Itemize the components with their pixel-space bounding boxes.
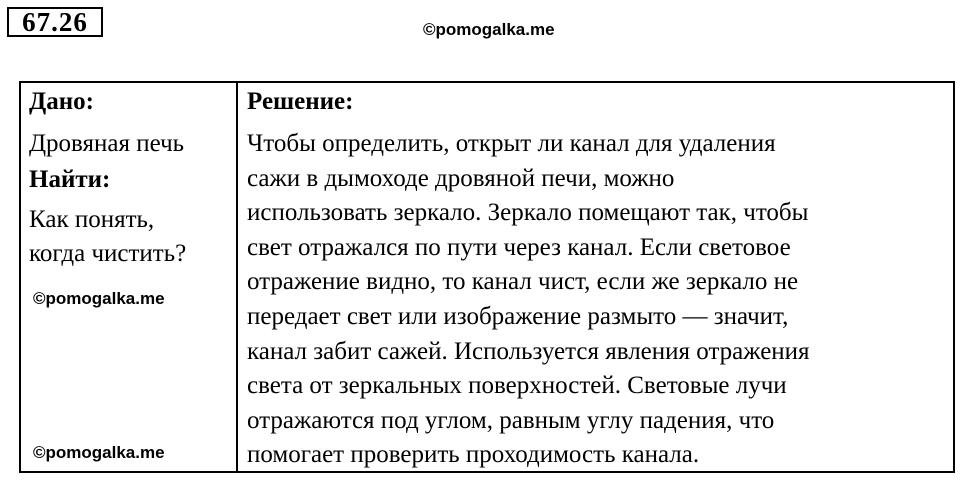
problem-number: 67.26 (7, 7, 103, 37)
column-divider (236, 83, 238, 471)
find-header: Найти: (29, 166, 111, 193)
solution-text (247, 127, 952, 473)
solution-line: отражаются под углом, равным углу падения, что (247, 406, 775, 434)
solution-line: отражение видно, то канал чист, если же зеркало не (247, 268, 799, 296)
solution-line: света от зеркальных поверхностей. Световые лучи (247, 372, 787, 400)
watermark-top: ©pomogalka.me (423, 20, 555, 39)
solution-line: канал забит сажей. Используется явления отражения (247, 337, 810, 365)
find-question (29, 203, 234, 271)
solution-table (19, 81, 955, 473)
solution-line: сажи в дымоходе дровяной печи, можно (247, 164, 675, 192)
given-header: Дано: (29, 88, 94, 115)
question-line: когда чистить? (29, 240, 187, 267)
given-column (29, 87, 234, 271)
solution-line: помогает проверить проходимость канала. (247, 441, 700, 469)
solution-line: свет отражался по пути через канал. Если световое (247, 233, 791, 261)
solution-column (247, 87, 952, 473)
solution-header: Решение: (247, 88, 354, 115)
question-line: Как понять, (29, 206, 155, 233)
watermark-left-middle: ©pomogalka.me (33, 289, 165, 308)
solution-line: использовать зеркало. Зеркало помещают так, чтобы (247, 199, 809, 227)
solution-line: передает свет или изображение размыто — значит, (247, 302, 789, 330)
solution-line: Чтобы определить, открыт ли канал для удаления (247, 130, 776, 157)
watermark-left-bottom: ©pomogalka.me (33, 443, 165, 462)
given-value: Дровяная печь (29, 130, 185, 157)
